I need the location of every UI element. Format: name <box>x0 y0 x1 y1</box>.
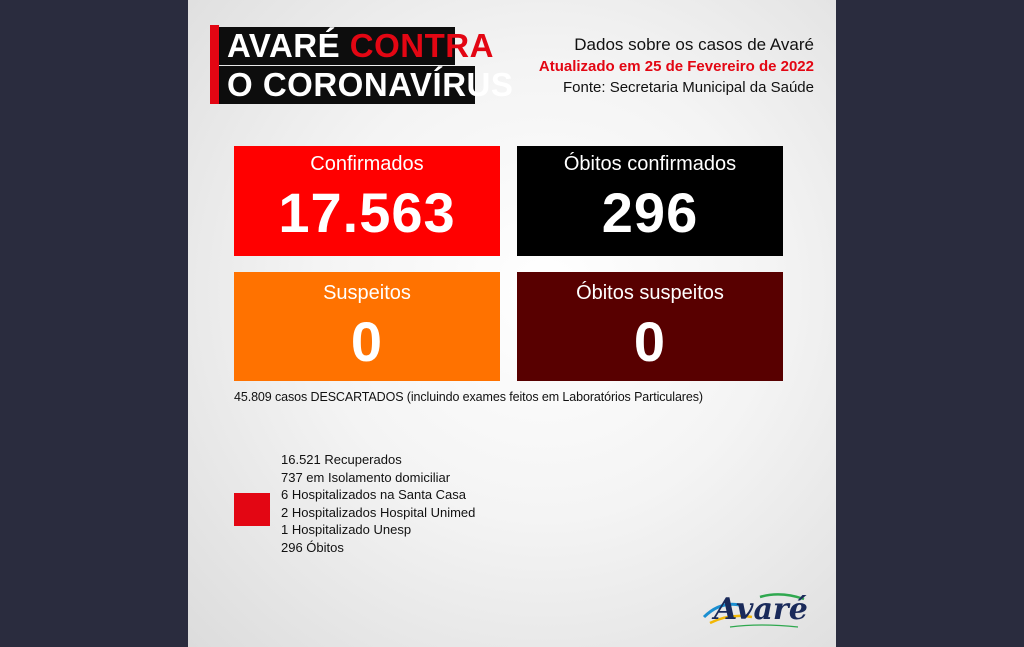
suspected-value: 0 <box>350 310 384 373</box>
list-item: 16.521 Recuperados <box>281 452 402 467</box>
list-item: 2 Hospitalizados Hospital Unimed <box>281 504 476 520</box>
logo-wordmark: Avaré <box>714 592 808 627</box>
title-avare: AVARÉ <box>227 27 341 64</box>
list-item: 296 Óbitos <box>281 539 344 555</box>
deaths-suspected-box <box>517 272 783 381</box>
list-item: 1 Hospitalizado Unesp <box>281 522 412 537</box>
list-item: 737 em Isolamento domiciliar <box>281 469 451 485</box>
deaths-confirmed-box <box>517 146 783 256</box>
details-list <box>281 451 475 556</box>
confirmed-box <box>234 146 500 256</box>
deaths-suspected-value: 0 <box>633 310 667 373</box>
deaths-suspected-label: Óbitos suspeitos <box>576 282 724 304</box>
title-coronavirus: O CORONAVÍRUS <box>227 66 514 103</box>
title-accent-bar <box>210 25 219 104</box>
deaths-confirmed-value: 296 <box>601 181 699 244</box>
header-info <box>539 33 814 98</box>
avare-logo <box>700 583 814 633</box>
confirmed-label: Confirmados <box>310 153 424 175</box>
suspected-label: Suspeitos <box>323 282 411 304</box>
info-updated: Atualizado em 25 de Fevereiro de 2022 <box>538 58 814 75</box>
info-heading: Dados sobre os casos de Avaré <box>574 35 814 54</box>
legend-red-square <box>234 493 270 526</box>
info-source: Fonte: Secretaria Municipal da Saúde <box>563 79 814 96</box>
title-contra: CONTRA <box>349 27 494 64</box>
discarded-cases-text: 45.809 casos DESCARTADOS (incluindo exames feitos em Laboratórios Particulares) <box>234 390 703 404</box>
title-line-1 <box>219 27 494 65</box>
confirmed-value: 17.563 <box>278 181 456 244</box>
list-item: 6 Hospitalizados na Santa Casa <box>281 487 467 502</box>
infographic-card <box>188 0 836 647</box>
deaths-confirmed-label: Óbitos confirmados <box>563 153 737 175</box>
suspected-box <box>234 272 500 381</box>
title-line-2 <box>219 66 514 104</box>
